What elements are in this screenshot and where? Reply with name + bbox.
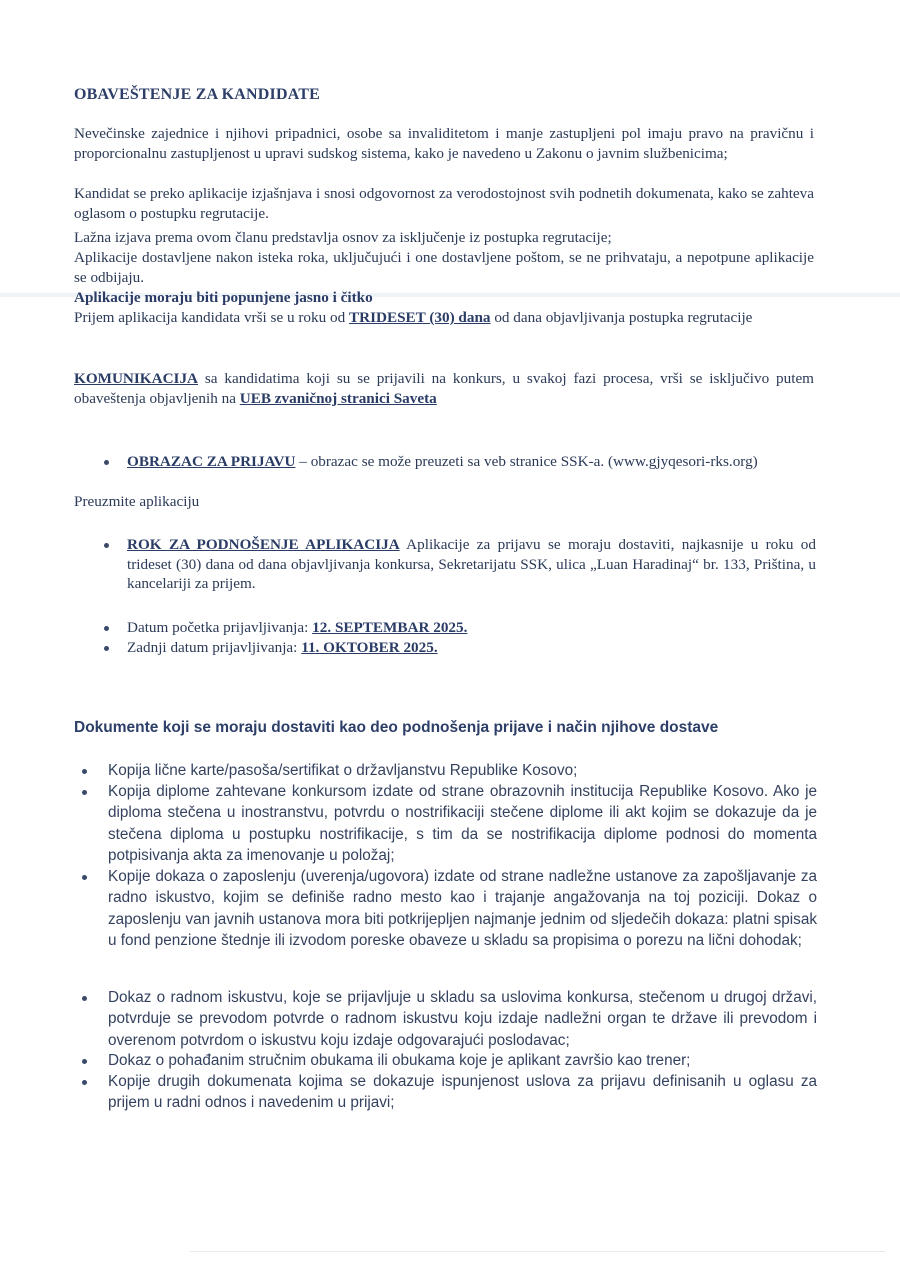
deadline-text-post: od dana objavljivanja postupka regrutacije	[490, 309, 753, 326]
intro-paragraph-3: Lažna izjava prema ovom članu predstavlja osnov za isključenje iz postupka regrutacije;	[74, 229, 612, 246]
intro-paragraph-1: Nevečinske zajednice i njihovi pripadnici, osobe sa invaliditetom i manje zastupljeni pol imaju pravo na pravičnu i proporcionalnu zastupljenost u upravi sudskog sistema, kako je navedeno u Zakonu o javnim službenicima;	[74, 125, 814, 162]
bullet-icon	[104, 646, 109, 651]
bullet-icon	[82, 996, 87, 1001]
document-item	[82, 760, 817, 781]
application-form-text	[127, 452, 816, 472]
document-item	[82, 1071, 817, 1114]
page-title: OBAVEŠTENJE ZA KANDIDATE	[74, 86, 321, 103]
deadline-item	[104, 535, 816, 594]
application-form-description: – obrazac se može preuzeti sa veb stranice SSK-a. (www.gjyqesori-rks.org)	[295, 453, 758, 470]
start-date-value: 12. SEPTEMBAR 2025.	[312, 619, 468, 636]
document-item-text: Kopija diplome zahtevane konkursom izdate od strane obrazovnih institucija Republike Kosovo. Ako je diploma stečena u inostranstvu, potvrdu o nostrifikaciji stečene diplome ili akt kojim se dokazuje da je stečena diploma u postupku nostrifikacije, s tim da se nostrifikacija diplome podnosi do momenta potpisivanja akta za imenovanje u položaj;	[108, 783, 817, 865]
end-date-value: 11. OKTOBER 2025.	[301, 639, 438, 656]
communication-paragraph	[74, 369, 814, 408]
document-item	[82, 1050, 817, 1071]
application-form-link[interactable]: OBRAZAC ZA PRIJAVU	[127, 453, 296, 470]
document-item-text: Kopije dokaza o zaposlenju (uverenja/ugovora) izdate od strane nadležne ustanove za zapošljavanje za radno iskustvo, kojim se definiše radno mesto kao i trajanje angažovanja na toj poziciji. Dokaz o zaposlenju van javnih ustanova mora biti potkrijepljen najmanje jednim od sljedečih dokaza: platni spisak u fond penzione štednje ili izvodom poreske obaveze u skladu sa propisima o porezu na lični dohodak;	[108, 868, 817, 950]
deadline-text	[127, 535, 816, 594]
document-item-text: Dokaz o radnom iskustvu, koje se prijavljuje u skladu sa uslovima konkursa, stečenom u drugoj državi, potvrduje se prevodom potvrde o radnom iskustvu koju izdaje nadležni organ te države ili prevodom i overenom potvrdom o iskustvu koju izdaje odgovarajući poslodavac;	[108, 989, 817, 1049]
document-item-text: Kopije drugih dokumenata kojima se dokazuje ispunjenost uslova za prijavu definisanih u oglasu za prijem u radni odnos i navedenim u prijavi;	[108, 1073, 817, 1112]
bullet-icon	[82, 875, 87, 880]
intro-bold-notice: Aplikacije moraju biti popunjene jasno i čitko	[74, 289, 373, 306]
bullet-icon	[82, 790, 87, 795]
end-date-text	[127, 638, 438, 658]
bullet-icon	[82, 769, 87, 774]
end-date-label: Zadnji datum prijavljivanja:	[127, 639, 302, 656]
thirty-days-link[interactable]: TRIDESET (30) dana	[349, 309, 491, 326]
document-item-text: Kopija lične karte/pasoša/sertifikat o državljanstvu Republike Kosovo;	[108, 762, 578, 779]
application-form-item	[104, 452, 816, 472]
intro-paragraph-4: Aplikacije dostavljene nakon isteka roka, uključujući i one dostavljene poštom, se ne prihvataju, a nepotpune aplikacije se odbijaju.	[74, 249, 814, 286]
communication-link[interactable]: KOMUNIKACIJA	[74, 370, 199, 387]
intro-deadline-paragraph	[74, 308, 814, 328]
bullet-icon	[104, 543, 109, 548]
bullet-icon	[104, 460, 109, 465]
start-date-label: Datum početka prijavljivanja:	[127, 619, 313, 636]
document-item	[82, 866, 817, 952]
council-website-link[interactable]: UEB zvaničnoj stranici Saveta	[239, 389, 437, 407]
bullet-icon	[104, 626, 109, 631]
bullet-icon	[82, 1059, 87, 1064]
scan-artifact-bottom-line	[190, 1251, 885, 1252]
document-item	[82, 987, 817, 1051]
deadline-description: Aplikacije za prijavu se moraju dostaviti, najkasnije u roku od trideset (30) dana od dana objavljivanja konkursa, Sekretarijatu SSK, ulica „Luan Haradinaj“ br. 133, Priština, u kancelariji za prijem.	[127, 536, 816, 593]
start-date-text	[127, 618, 467, 638]
document-item	[82, 781, 817, 867]
document-item-text: Dokaz o pohađanim stručnim obukama ili obukama koje je aplikant završio kao trener;	[108, 1052, 691, 1069]
download-application-link[interactable]: Preuzmite aplikaciju	[74, 493, 200, 510]
deadline-link[interactable]: ROK ZA PODNOŠENJE APLIKACIJA	[127, 536, 400, 553]
end-date-item	[104, 638, 816, 658]
documents-heading: Dokumente koji se moraju dostaviti kao deo podnošenja prijave i način njihove dostave	[74, 719, 719, 736]
communication-text: sa kandidatima koji su se prijavili na konkurs, u svakoj fazi procesa, vrši se isključivo putem obaveštenja objavljenih na	[74, 370, 814, 407]
start-date-item	[104, 618, 816, 638]
deadline-text-pre: Prijem aplikacija kandidata vrši se u roku od	[74, 309, 349, 326]
bullet-icon	[82, 1080, 87, 1085]
intro-paragraph-2: Kandidat se preko aplikacije izjašnjava i snosi odgovornost za verodostojnost svih podnetih dokumenata, kako se zahteva oglasom o postupku regrutacije.	[74, 185, 814, 222]
